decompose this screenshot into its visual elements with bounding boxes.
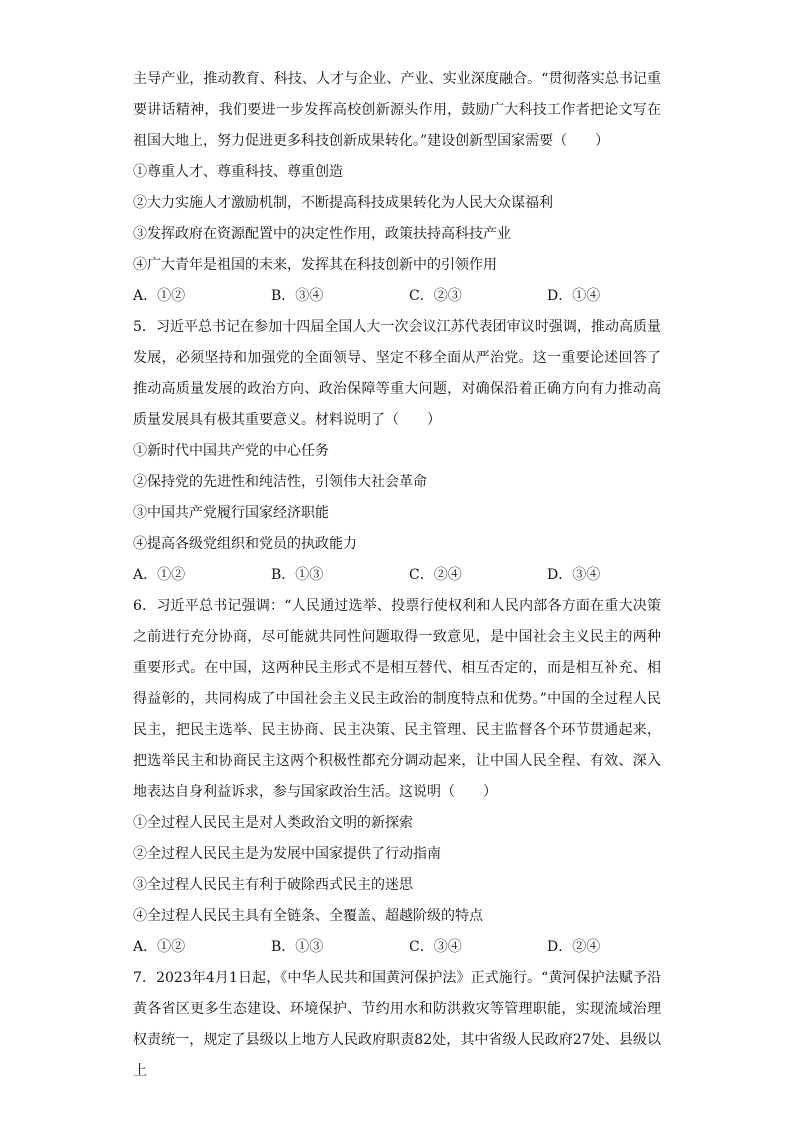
question-5-choices: [133, 560, 661, 591]
question-6-option-1: ①全过程人民民主是对人类政治文明的新探索: [133, 815, 413, 831]
exam-page: [133, 64, 661, 1087]
question-5-option-1: ①新时代中国共产党的中心任务: [133, 443, 329, 459]
question-6-choice-a: A．①②: [133, 939, 186, 955]
question-4-stem: 主导产业，推动教育、科技、人才与企业、产业、实业深度融合。“贯彻落实总书记重要讲话精神，我们要进一步发挥高校创新源头作用，鼓励广大科技工作者把论文写在祖国大地上，努力促进更多科技创新成果转化。”建设创新型国家需要（ ）: [133, 71, 661, 149]
question-4-choice-d: D．①④: [547, 288, 601, 304]
question-6-choice-d: D．②④: [547, 939, 601, 955]
question-4-option-2: ②大力实施人才激励机制，不断提高科技成果转化为人民大众谋福利: [133, 195, 553, 211]
question-4: [133, 64, 661, 312]
question-6-option-3: ③全过程人民民主有利于破除西式民主的迷思: [133, 877, 413, 893]
question-5: [133, 312, 661, 591]
question-6-option-2: ②全过程人民民主是为发展中国家提供了行动指南: [133, 846, 441, 862]
question-5-choice-c: C．②④: [409, 567, 462, 583]
question-4-choice-b: B．③④: [271, 288, 324, 304]
question-5-choice-a: A．①②: [133, 567, 186, 583]
question-6-choice-c: C．③④: [409, 939, 462, 955]
question-5-stem: 5．习近平总书记在参加十四届全国人大一次会议江苏代表团审议时强调，推动高质量发展，必须坚持和加强党的全面领导、坚定不移全面从严治党。这一重要论述回答了推动高质量发展的政治方向、政治保障等重大问题，对确保沿着正确方向有力推动高质量发展具有极其重要意义。材料说明了（ ）: [133, 319, 661, 428]
question-6-option-4: ④全过程人民民主具有全链条、全覆盖、超越阶级的特点: [133, 908, 483, 924]
question-7-stem: 7．2023年4月1日起，《中华人民共和国黄河保护法》正式施行。“黄河保护法赋予沿黄各省区更多生态建设、环境保护、节约用水和防洪救灾等管理职能，实现流域治理权责统一，规定了县级以上地方人民政府职责82处，其中省级人民政府27处、县级以上: [133, 970, 661, 1079]
question-5-option-2: ②保持党的先进性和纯洁性，引领伟大社会革命: [133, 474, 427, 490]
question-5-option-4: ④提高各级党组织和党员的执政能力: [133, 536, 357, 552]
question-4-choice-a: A．①②: [133, 288, 186, 304]
question-7: [133, 963, 661, 1087]
question-6-choice-b: B．①③: [271, 939, 324, 955]
question-4-option-4: ④广大青年是祖国的未来，发挥其在科技创新中的引领作用: [133, 257, 497, 273]
question-5-choice-b: B．①③: [271, 567, 324, 583]
question-5-choice-d: D．③④: [547, 567, 601, 583]
question-4-option-3: ③发挥政府在资源配置中的决定性作用，政策扶持高科技产业: [133, 226, 511, 242]
question-4-option-1: ①尊重人才、尊重科技、尊重创造: [133, 164, 343, 180]
question-6: [133, 591, 661, 963]
question-5-option-3: ③中国共产党履行国家经济职能: [133, 505, 329, 521]
question-4-choice-c: C．②③: [409, 288, 462, 304]
question-4-choices: [133, 281, 661, 312]
question-6-stem: 6．习近平总书记强调：“人民通过选举、投票行使权利和人民内部各方面在重大决策之前进行充分协商，尽可能就共同性问题取得一致意见，是中国社会主义民主的两种重要形式。在中国，这两种民主形式不是相互替代、相互否定的，而是相互补充、相得益彰的，共同构成了中国社会主义民主政治的制度特点和优势。”中国的全过程人民民主，把民主选举、民主协商、民主决策、民主管理、民主监督各个环节贯通起来，把选举民主和协商民主这两个积极性都充分调动起来，让中国人民全程、有效、深入地表达自身利益诉求，参与国家政治生活。这说明（ ）: [133, 598, 661, 800]
question-6-choices: [133, 932, 661, 963]
